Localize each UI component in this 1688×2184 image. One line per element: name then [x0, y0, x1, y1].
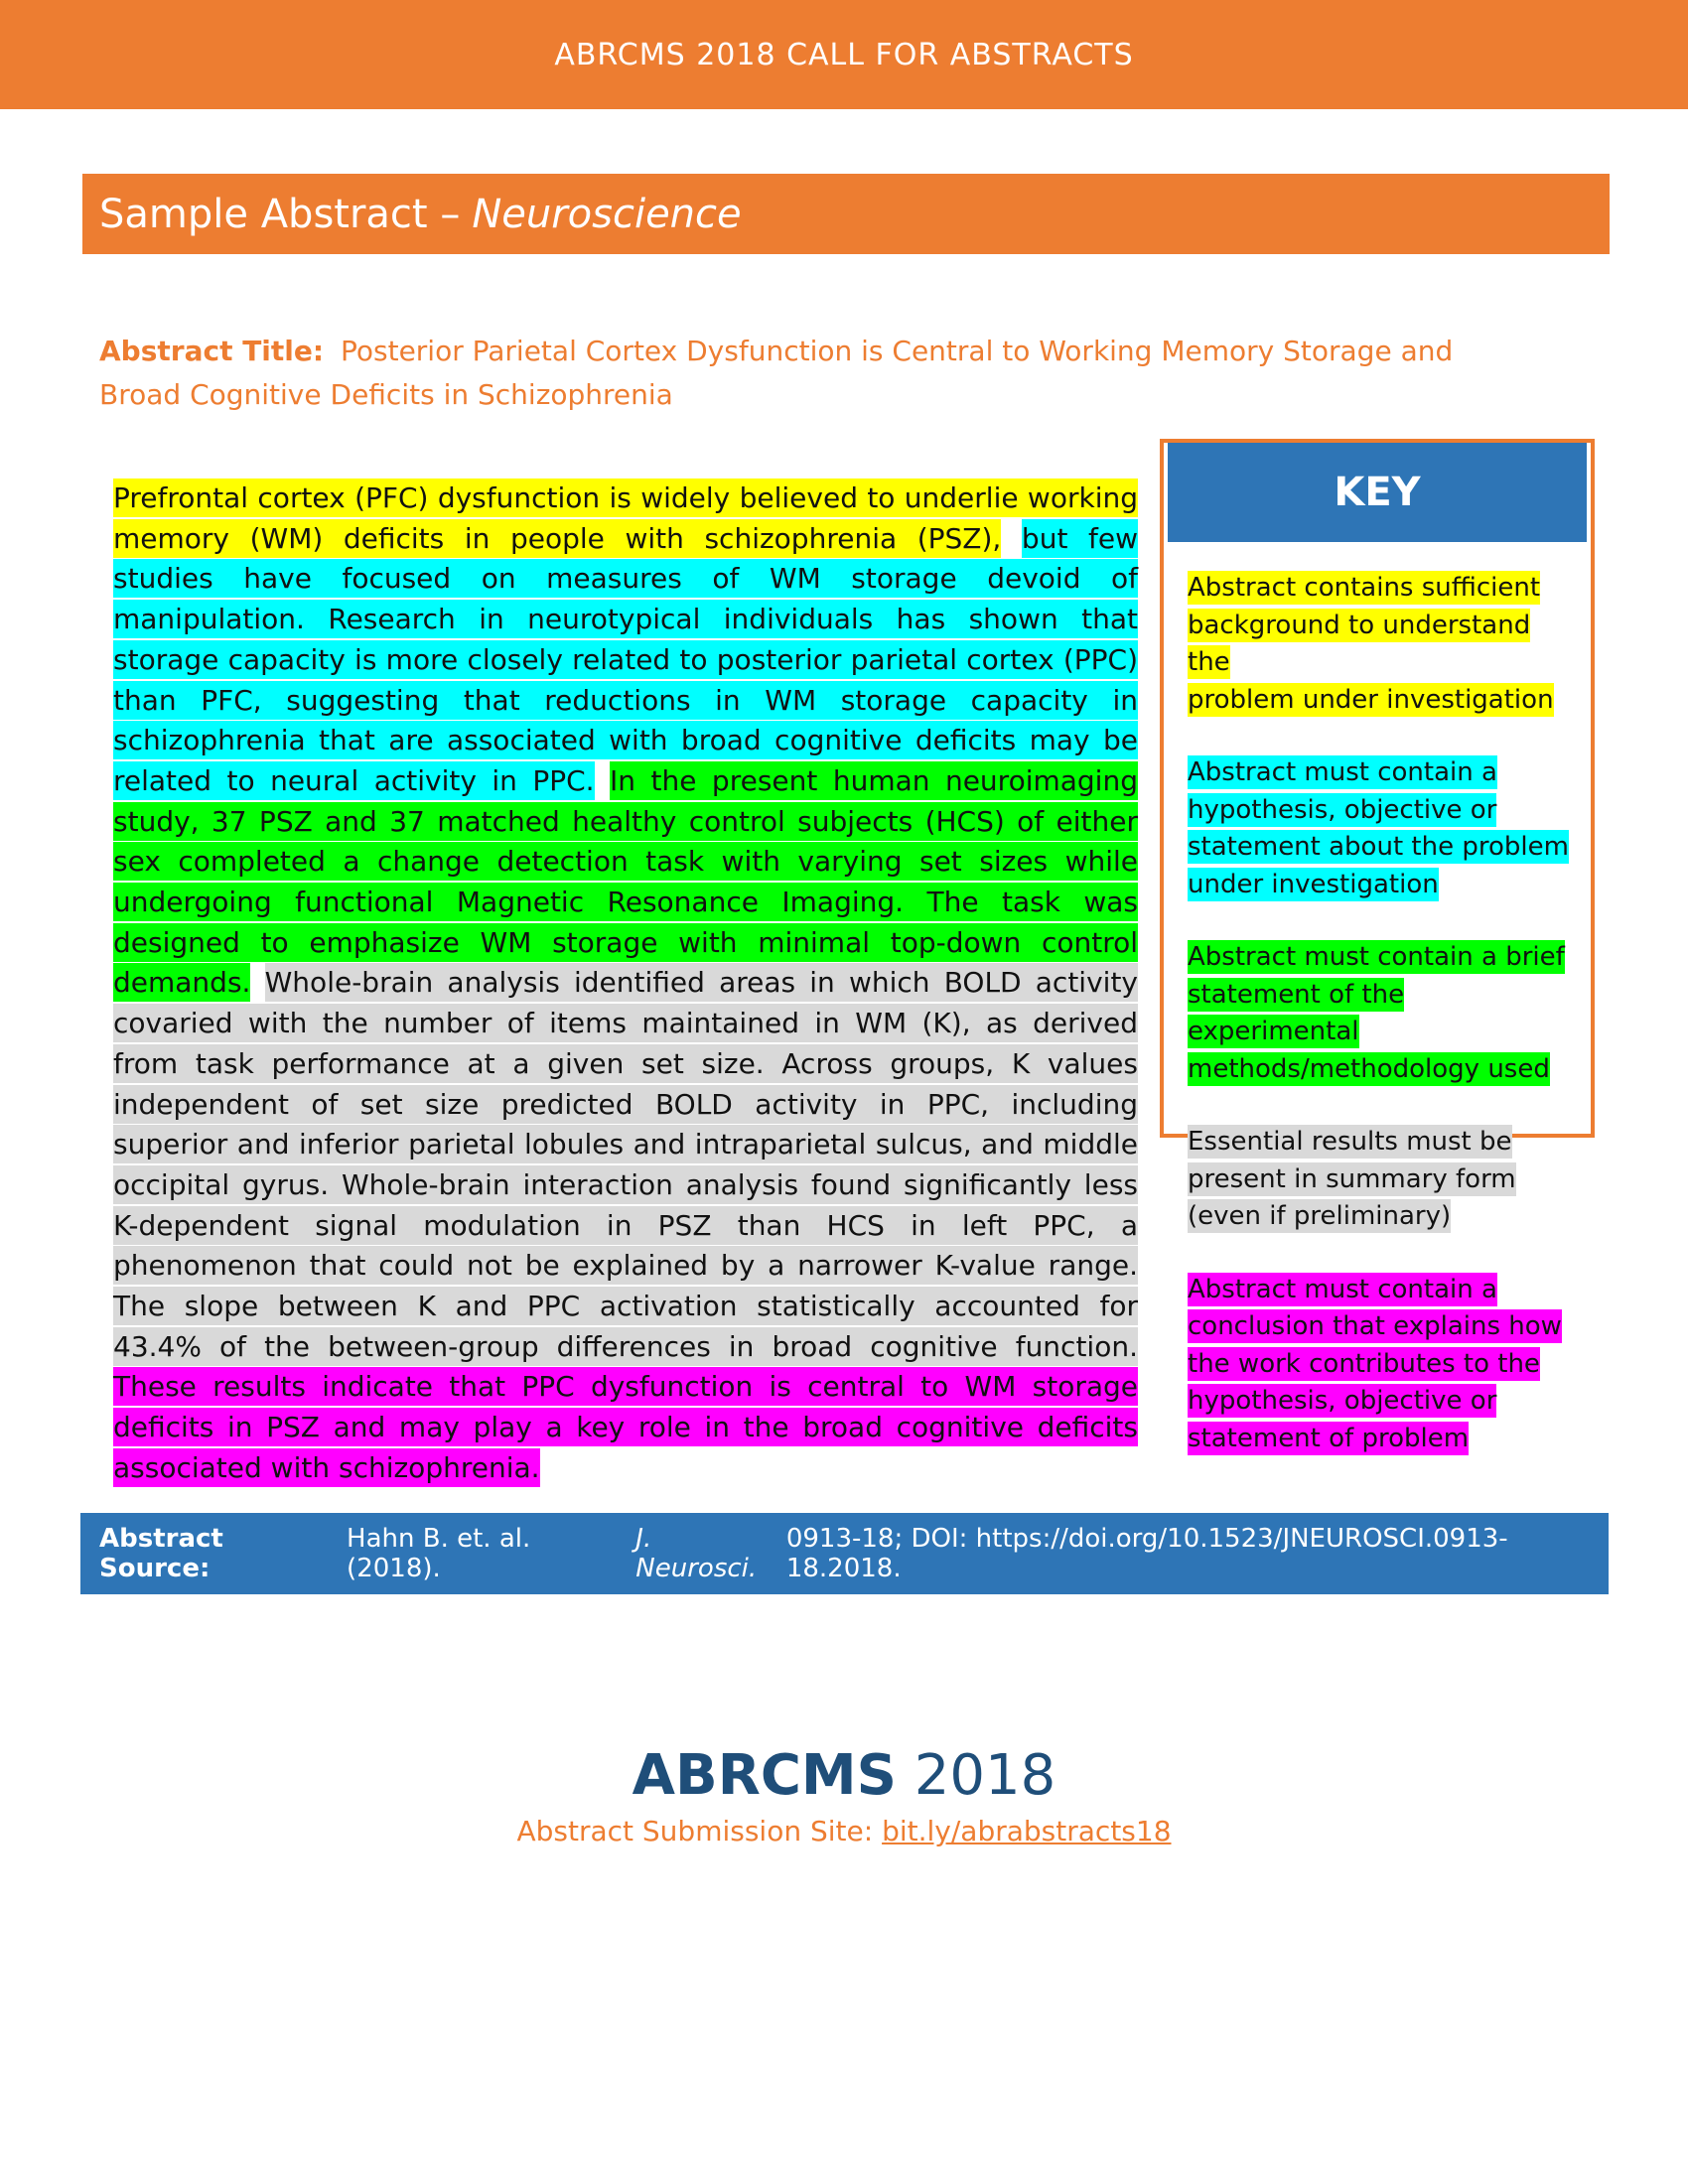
key-line: background to understand the — [1188, 610, 1531, 677]
abstract-hypothesis: but few studies have focused on measures of WM storage devoid of manipulation. Research in neurotypical individuals has shown that storage capacity is more closely related to posterior parietal cortex (PPC) than PFC, suggesting that reductions in WM storage capacity in schizophrenia that are associated with broad cognitive deficits may be related to neural activity in PPC. — [113, 519, 1138, 800]
key-item-hypothesis — [1188, 754, 1573, 903]
abstract-results: Whole-brain analysis identified areas in which BOLD activity covaried with the number of items maintained in WM (K), as derived from task performance at a given set size. Across groups, K values independent of set size predicted BOLD activity in PPC, including superior and inferior parietal lobules and intraparietal sulcus, and middle occipital gyrus. Whole-brain interaction analysis found significantly less K-dependent signal modulation in PSZ than HCS in left PPC, a phenomenon that could not be explained by a narrower K-value range. The slope between K and PPC activation statistically accounted for 43.4% of the between-group differences in broad cognitive function. — [113, 963, 1138, 1365]
footer-site-label: Abstract Submission Site: — [516, 1815, 874, 1847]
source-authors: Hahn B. et. al. (2018). — [347, 1524, 531, 1583]
source-doi: 0913-18; DOI: https://doi.org/10.1523/JNEUROSCI.0913-18.2018. — [785, 1524, 1508, 1583]
banner-text: ABRCMS 2018 CALL FOR ABSTRACTS — [554, 37, 1134, 72]
source-label: Abstract Source: — [99, 1524, 223, 1583]
key-item-results — [1188, 1124, 1573, 1236]
footer-submission — [0, 1815, 1688, 1847]
source-journal: J. Neurosci. — [635, 1524, 758, 1583]
key-line: under investigation — [1188, 869, 1439, 899]
key-item-background — [1188, 570, 1573, 719]
footer-brand-year: 2018 — [914, 1743, 1056, 1808]
key-line: hypothesis, objective or — [1188, 794, 1497, 825]
key-line: conclusion that explains how — [1188, 1311, 1562, 1341]
key-line: statement of problem — [1188, 1423, 1470, 1453]
key-line: Abstract must contain a — [1188, 757, 1497, 787]
footer-brand-name: ABRCMS — [632, 1743, 897, 1808]
section-title-prefix: Sample Abstract – — [99, 191, 461, 237]
abstract-body — [113, 478, 1138, 1489]
key-header — [1168, 443, 1587, 542]
key-line: statement about the problem — [1188, 832, 1569, 862]
submission-site-link[interactable]: bit.ly/abrabstracts18 — [882, 1815, 1172, 1847]
section-title-bar — [82, 174, 1610, 254]
abstract-source-bar — [80, 1513, 1609, 1594]
key-item-methods — [1188, 939, 1573, 1088]
key-line: Abstract contains sufficient — [1188, 573, 1541, 603]
abstract-title-label: Abstract Title: — [99, 335, 325, 367]
key-items — [1164, 542, 1591, 1457]
key-line: Essential results must be — [1188, 1127, 1512, 1157]
key-line: (even if preliminary) — [1188, 1201, 1452, 1231]
key-line: Abstract must contain a — [1188, 1274, 1497, 1304]
key-line: methods/methodology used — [1188, 1053, 1550, 1084]
key-line: the work contributes to the — [1188, 1348, 1540, 1379]
abstract-conclusion: These results indicate that PPC dysfunction is central to WM storage deficits in PSZ and may play a key role in the broad cognitive deficits associated with schizophrenia. — [113, 1367, 1138, 1486]
key-line: statement of the experimental — [1188, 979, 1405, 1046]
key-box — [1160, 439, 1595, 1453]
abstract-title — [99, 330, 1509, 417]
abstract-title-text: Posterior Parietal Cortex Dysfunction is Central to Working Memory Storage and Broad Cognitive Deficits in Schizophrenia — [99, 335, 1454, 411]
section-title-field: Neuroscience — [472, 191, 742, 237]
key-line: Abstract must contain a brief — [1188, 942, 1565, 972]
key-title: KEY — [1334, 470, 1421, 515]
key-line: present in summary form — [1188, 1163, 1516, 1194]
key-line: hypothesis, objective or — [1188, 1386, 1497, 1416]
key-item-conclusion — [1188, 1272, 1573, 1458]
footer-brand — [0, 1743, 1688, 1808]
key-line: problem under investigation — [1188, 684, 1554, 715]
top-banner — [0, 0, 1688, 109]
abstract-methods: In the present human neuroimaging study, 37 PSZ and 37 matched healthy control subjects (HCS) of either sex completed a change detection task with varying set sizes while undergoing functional Magnetic Resonance Imaging. The task was designed to emphasize WM storage with minimal top-down control demands. — [113, 761, 1138, 1003]
abstract-background: Prefrontal cortex (PFC) dysfunction is widely believed to underlie working memory (WM) deficits in people with schizophrenia (PSZ), — [113, 478, 1138, 558]
